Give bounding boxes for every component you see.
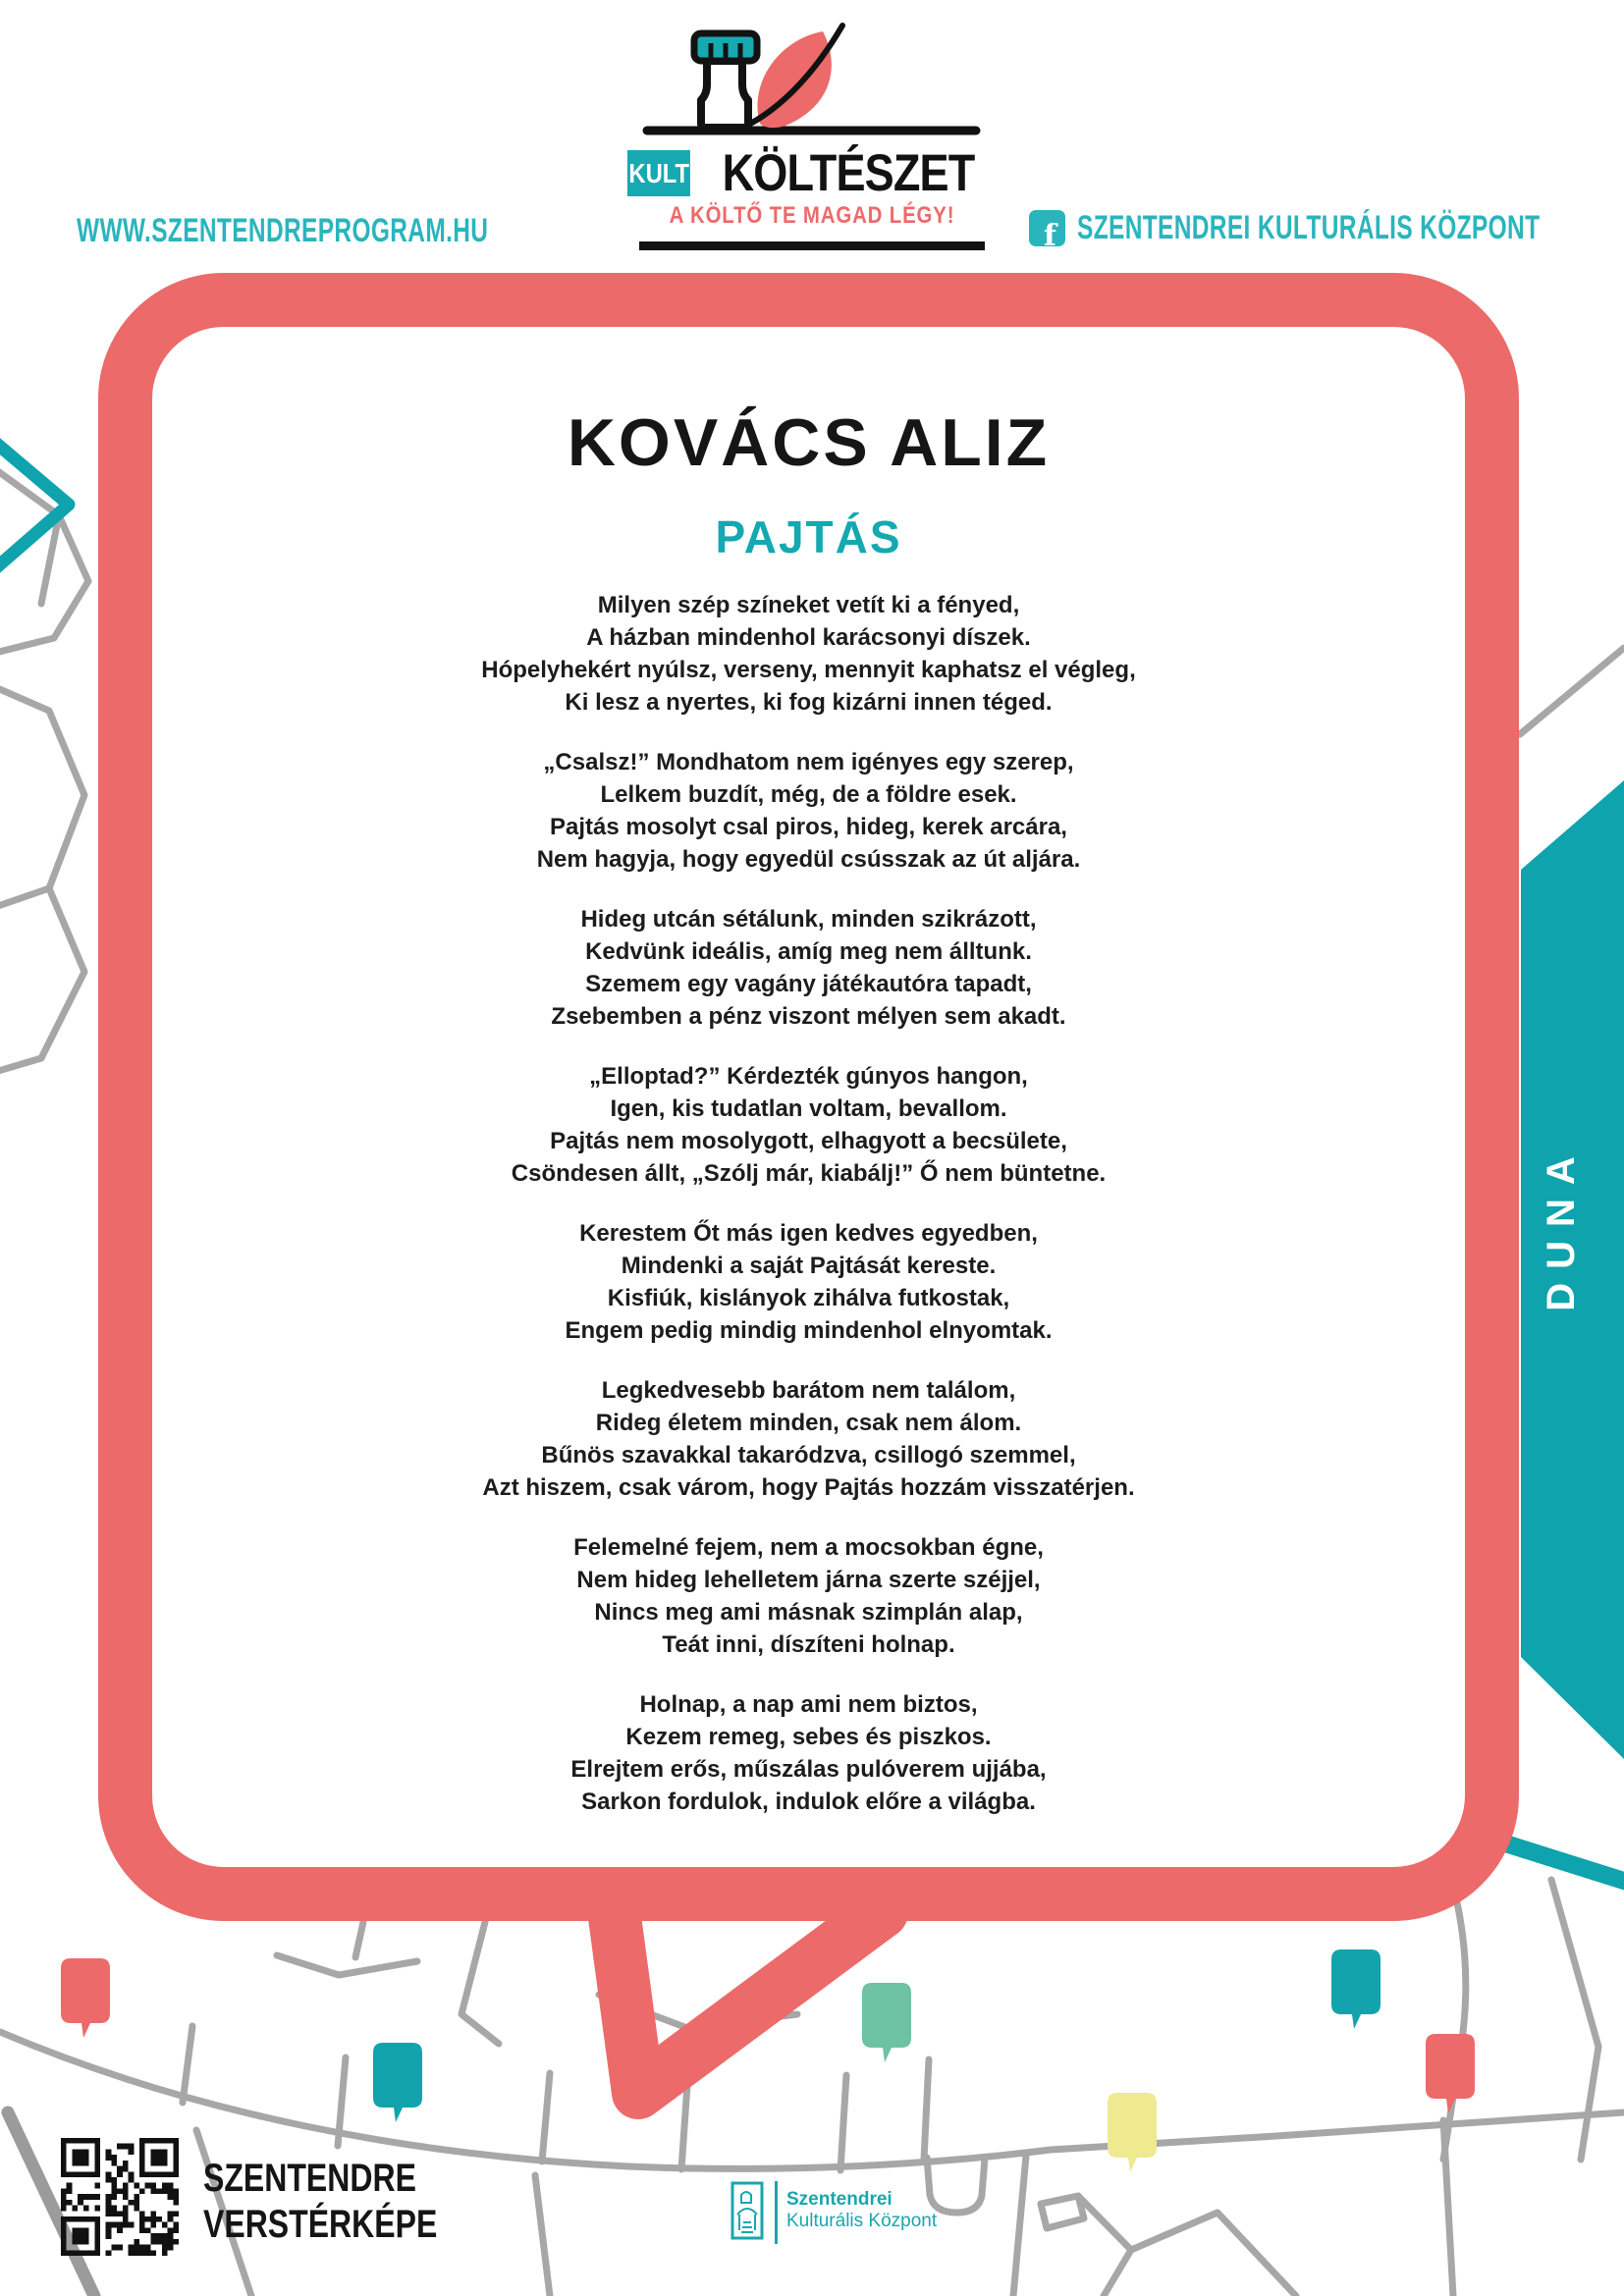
kult-badge-text: KULT (628, 157, 689, 188)
kolteszet-wordmark: KÖLTÉSZET (722, 144, 975, 202)
poem-line: „Elloptad?” Kérdezték gúnyos hangon, (589, 1063, 1028, 1090)
poem-line: Legkedvesebb barátom nem találom, (601, 1377, 1016, 1404)
map-pin (373, 2043, 422, 2122)
map-pin (1108, 2093, 1157, 2172)
qr-code (61, 2138, 179, 2256)
map-pin (1426, 2034, 1475, 2113)
poem-line: Engem pedig mindig mindenhol elnyomtak. (565, 1317, 1053, 1344)
poem-line: Lelkem buzdít, még, de a földre esek. (600, 781, 1017, 808)
poem-author: KOVÁCS ALIZ (567, 405, 1051, 480)
map-pin (1331, 1949, 1380, 2029)
poem-line: Igen, kis tudatlan voltam, bevallom. (610, 1095, 1007, 1122)
poem-line: Mindenki a saját Pajtását kereste. (621, 1253, 997, 1279)
poem-line: Sarkon fordulok, indulok előre a világba. (581, 1789, 1036, 1815)
poem-line: Teát inni, díszíteni holnap. (662, 1631, 955, 1658)
poem-line: Holnap, a nap ami nem biztos, (639, 1691, 978, 1718)
poem-line: Elrejtem erős, műszálas pulóverem ujjába, (570, 1756, 1047, 1783)
poem-line: Ki lesz a nyertes, ki fog kizárni innen téged. (565, 689, 1053, 716)
map-pin (61, 1958, 110, 2038)
kulturalis-kozpont-icon (731, 2181, 764, 2240)
poem-line: Szemem egy vagány játékautóra tapadt, (585, 971, 1032, 997)
poem-line: Bűnös szavakkal takaródzva, csillogó szemmel, (541, 1442, 1076, 1468)
poem-line: Rideg életem minden, csak nem álom. (595, 1410, 1022, 1436)
poem-line: Kezem remeg, sebes és piszkos. (625, 1724, 992, 1750)
poem-line: Csöndesen állt, „Szólj már, kiabálj!” Ő nem büntetne. (511, 1160, 1107, 1187)
poem-line: Nem hagyja, hogy egyedül csússzak az út aljára. (536, 846, 1081, 873)
poem-line: Kerestem Őt más igen kedves egyedben, (579, 1220, 1038, 1247)
poem-line: Kedvünk ideális, amíg meg nem álltunk. (585, 938, 1032, 965)
poem-line: Nem hideg lehelletem járna szerte széjjel, (576, 1567, 1041, 1593)
logo-text-line1: Szentendrei (786, 2189, 893, 2210)
map-caption (203, 2156, 496, 2248)
poem-line: Azt hiszem, csak várom, hogy Pajtás hozzám visszatérjen. (482, 1474, 1135, 1501)
poem-line: Hideg utcán sétálunk, minden szikrázott, (580, 906, 1037, 933)
logo-divider (775, 2181, 778, 2244)
poem-line: Zsebemben a pénz viszont mélyen sem akadt. (551, 1003, 1066, 1030)
poem-line: Hópelyhekért nyúlsz, verseny, mennyit kaphatsz el végleg, (481, 657, 1136, 683)
caption-line1: SZENTENDRE (203, 2157, 416, 2200)
kulturalis-kozpont-logo (731, 2181, 937, 2244)
poem-line: „Csalsz!” Mondhatom nem igényes egy szerep, (543, 749, 1074, 775)
poem-line: A házban mindenhol karácsonyi díszek. (586, 624, 1031, 651)
poem-line: Milyen szép színeket vetít ki a fényed, (597, 592, 1020, 618)
logo-tagline: A KÖLTŐ TE MAGAD LÉGY! (669, 202, 955, 229)
poem-line: Nincs meg ami másnak szimplán alap, (594, 1599, 1023, 1626)
logo-text-line2: Kulturális Központ (786, 2211, 938, 2231)
poem-line: Pajtás nem mosolygott, elhagyott a becsülete, (550, 1128, 1067, 1154)
poem-line: Felemelné fejem, nem a mocsokban égne, (573, 1534, 1044, 1561)
caption-line2: VERSTÉRKÉPE (203, 2203, 438, 2246)
poem-line: Kisfiúk, kislányok zihálva futkostak, (607, 1285, 1010, 1311)
river-label: DUNA (1540, 1143, 1583, 1311)
map-pin (862, 1983, 911, 2062)
poem-title: PAJTÁS (715, 511, 902, 562)
facebook-icon: f (1029, 210, 1065, 246)
website-url-text: WWW.SZENTENDREPROGRAM.HU (77, 212, 489, 249)
facebook-label: SZENTENDREI KULTURÁLIS KÖZPONT (1077, 209, 1541, 246)
poem-line: Pajtás mosolyt csal piros, hideg, kerek arcára, (550, 814, 1067, 840)
